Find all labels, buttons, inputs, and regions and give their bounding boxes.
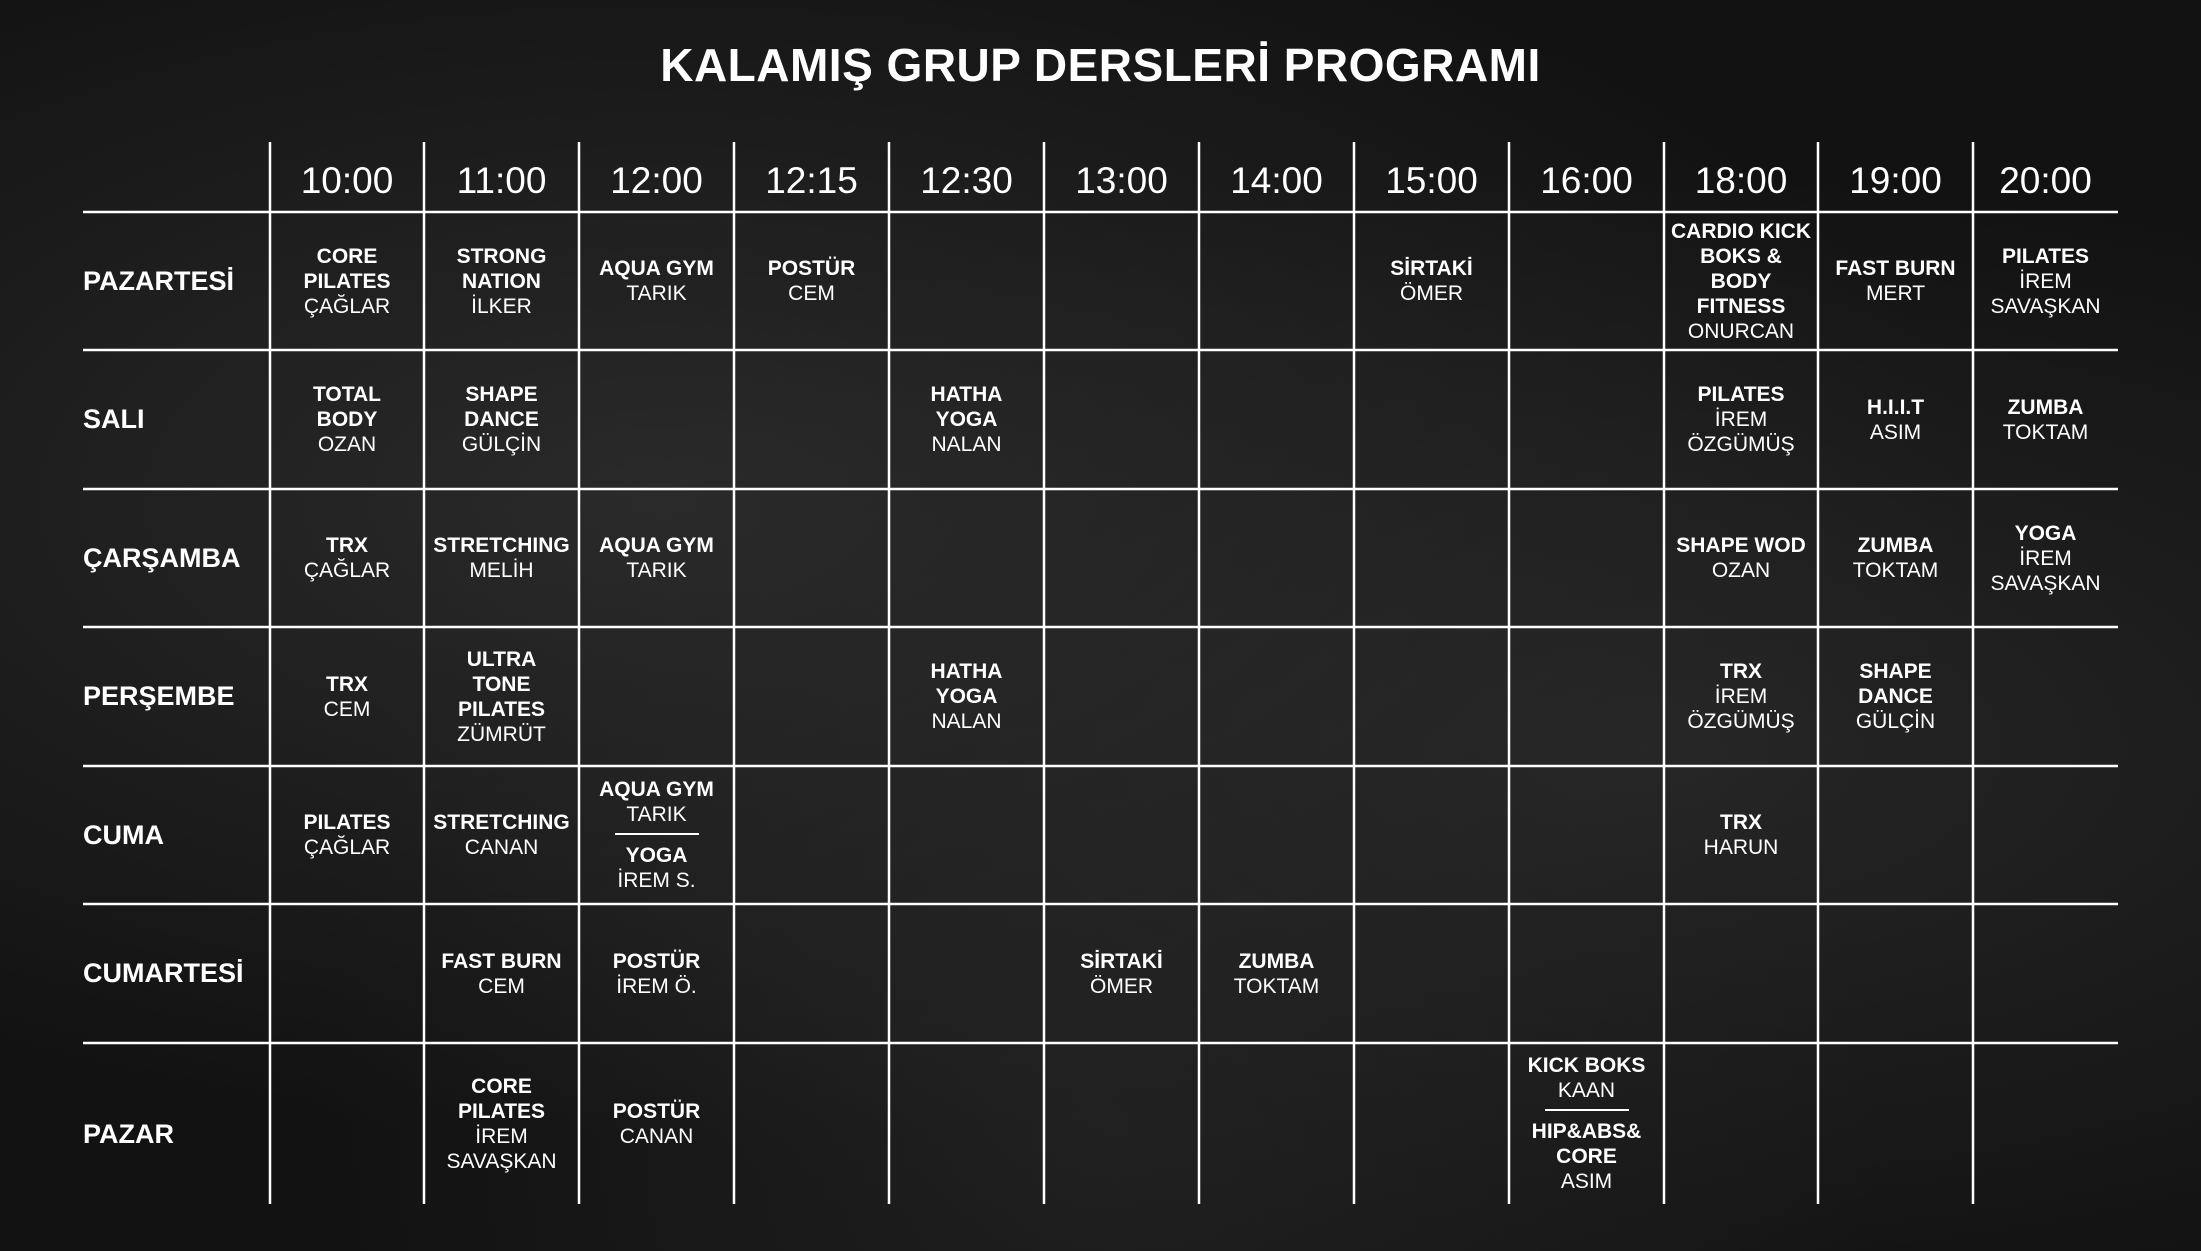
class-slot [889,350,1044,489]
class-name: KICK BOKS [1527,1054,1646,1077]
instructor-name: GÜLÇİN [1855,710,1936,733]
instructor-name: CEM [788,282,835,305]
class-name: H.I.I.T [1866,395,1925,419]
class-slot [424,766,579,904]
class-slot [270,489,424,627]
instructor-name: KAAN [1557,1079,1616,1102]
class-slot [424,1043,579,1204]
class-slot [579,489,734,627]
class-name: POSTÜR [612,949,701,973]
class-slot [1354,212,1509,350]
class-name: AQUA GYM [599,778,714,801]
class-name: TRX [1720,811,1762,834]
instructor-name: ÖMER [1400,282,1463,305]
day-label-friday: CUMA [83,819,164,850]
instructor-name: NALAN [931,433,1002,456]
class-slot [424,489,579,627]
time-header-1215: 12:15 [765,160,858,201]
class-name: ULTRA TONE PILATES [457,647,546,721]
class-slot [1818,350,1973,489]
class-name: SHAPE DANCE [464,383,539,431]
instructor-name: ÖMER [1090,974,1153,998]
instructor-name: TARIK [626,282,687,305]
class-slot [424,350,579,489]
class-slot [1973,350,2118,489]
class-name: ZUMBA [1238,949,1315,973]
class-slot [1664,627,1818,766]
day-label-sunday: PAZAR [83,1119,174,1149]
class-slot-split [1509,1043,1664,1204]
class-slot [270,766,424,904]
slot-divider [1545,1109,1629,1111]
class-slot [270,350,424,489]
instructor-name: ONURCAN [1687,319,1795,343]
time-header-1100: 11:00 [456,160,547,201]
instructor-name: HARUN [1703,836,1779,859]
class-name: PILATES [303,811,391,834]
class-name: HATHA YOGA [930,660,1003,708]
class-name: TRX [326,534,368,557]
class-slot [424,212,579,350]
instructor-name: GÜLÇİN [461,433,542,456]
instructor-name: İREM Ö. [616,974,697,998]
instructor-name: TOKTAM [1852,559,1939,582]
class-slot [734,212,889,350]
instructor-name: OZAN [1711,559,1771,582]
instructor-name: ZÜMRÜT [457,722,546,746]
class-slot [270,212,424,350]
instructor-name: CEM [478,974,525,998]
class-name: STRONG NATION [456,244,547,293]
class-slot [579,904,734,1043]
day-label-monday: PAZARTESİ [83,265,235,296]
day-label-tuesday: SALI [83,404,145,434]
time-header-1900: 19:00 [1849,160,1942,201]
class-name: POSTÜR [612,1099,701,1123]
time-header-1300: 13:00 [1075,160,1168,201]
class-name: CORE PILATES [457,1074,546,1123]
day-label-wednesday: ÇARŞAMBA [83,542,241,573]
class-slot [270,627,424,766]
class-slot [1664,350,1818,489]
class-slot [1818,212,1973,350]
class-slot [424,627,579,766]
time-header-1400: 14:00 [1230,160,1323,201]
class-slot [1664,766,1818,904]
class-name: STRETCHING [433,534,570,557]
instructor-name: İLKER [471,294,532,318]
instructor-name: TARIK [626,803,687,826]
class-name: SİRTAKİ [1080,949,1163,973]
instructor-name: ÇAĞLAR [303,294,391,318]
time-header-1200: 12:00 [610,160,703,201]
instructor-name: CANAN [619,1124,694,1148]
class-slot [1044,904,1199,1043]
class-slot [1664,212,1818,350]
instructor-name: ASIM [1869,420,1922,444]
time-header-2000: 20:00 [1999,160,2092,201]
class-name: TOTAL BODY [312,383,382,431]
instructor-name: CANAN [464,836,539,859]
class-name: TRX [1720,660,1762,683]
class-name: SİRTAKİ [1390,257,1473,280]
class-slot [1664,489,1818,627]
class-slot-split [579,766,734,904]
class-slot [424,904,579,1043]
time-header-1230: 12:30 [920,160,1013,201]
class-slot [1199,904,1354,1043]
class-name: ZUMBA [1857,534,1934,557]
class-name: SHAPE WOD [1676,534,1806,557]
class-name: CORE PILATES [303,244,391,293]
instructor-name: ÇAĞLAR [303,836,391,859]
class-name: HATHA YOGA [930,383,1003,431]
instructor-name: MERT [1865,282,1926,305]
class-name: STRETCHING [433,811,570,834]
page-title: KALAMIŞ GRUP DERSLERİ PROGRAMI [660,39,1541,91]
instructor-name: NALAN [931,710,1002,733]
instructor-name: OZAN [317,433,377,456]
class-name: AQUA GYM [599,534,714,557]
instructor-name: İREM ÖZGÜMÜŞ [1687,408,1795,456]
instructor-name: CEM [323,697,371,721]
class-name: PILATES [2001,244,2090,268]
class-name: CARDIO KICK BOKS & BODY FITNESS [1671,219,1811,318]
instructor-name: TOKTAM [1233,974,1320,998]
class-name: SHAPE DANCE [1858,660,1933,708]
instructor-name: TOKTAM [2002,420,2089,444]
time-header-1000: 10:00 [300,160,394,201]
class-name: TRX [326,672,368,696]
instructor-name: ÇAĞLAR [303,559,391,582]
slot-divider [615,833,699,835]
class-slot [1973,212,2118,350]
class-slot [1818,489,1973,627]
class-name: PILATES [1697,383,1785,406]
class-name: ZUMBA [2007,395,2084,419]
class-slot [579,1043,734,1204]
class-name: YOGA [2014,521,2077,545]
class-name: HIP&ABS& CORE [1531,1120,1642,1168]
class-name: YOGA [625,844,688,867]
instructor-name: İREM SAVAŞKAN [446,1124,557,1173]
instructor-name: İREM SAVAŞKAN [1990,546,2101,595]
day-label-thursday: PERŞEMBE [83,681,235,711]
instructor-name: ASIM [1560,1170,1613,1193]
class-slot [1973,489,2118,627]
instructor-name: İREM ÖZGÜMÜŞ [1687,685,1795,733]
time-header-1600: 16:00 [1540,160,1633,201]
time-header-1500: 15:00 [1385,160,1478,201]
instructor-name: İREM S. [617,869,696,892]
class-slot [1818,627,1973,766]
class-name: FAST BURN [1835,257,1956,280]
day-label-saturday: CUMARTESİ [83,958,244,988]
instructor-name: MELİH [469,559,534,582]
instructor-name: İREM SAVAŞKAN [1990,269,2101,318]
instructor-name: TARIK [626,559,687,582]
class-name: POSTÜR [767,257,856,280]
class-slot [889,627,1044,766]
class-name: FAST BURN [441,949,562,973]
class-slot [579,212,734,350]
time-header-1800: 18:00 [1694,160,1788,201]
class-name: AQUA GYM [599,257,714,280]
